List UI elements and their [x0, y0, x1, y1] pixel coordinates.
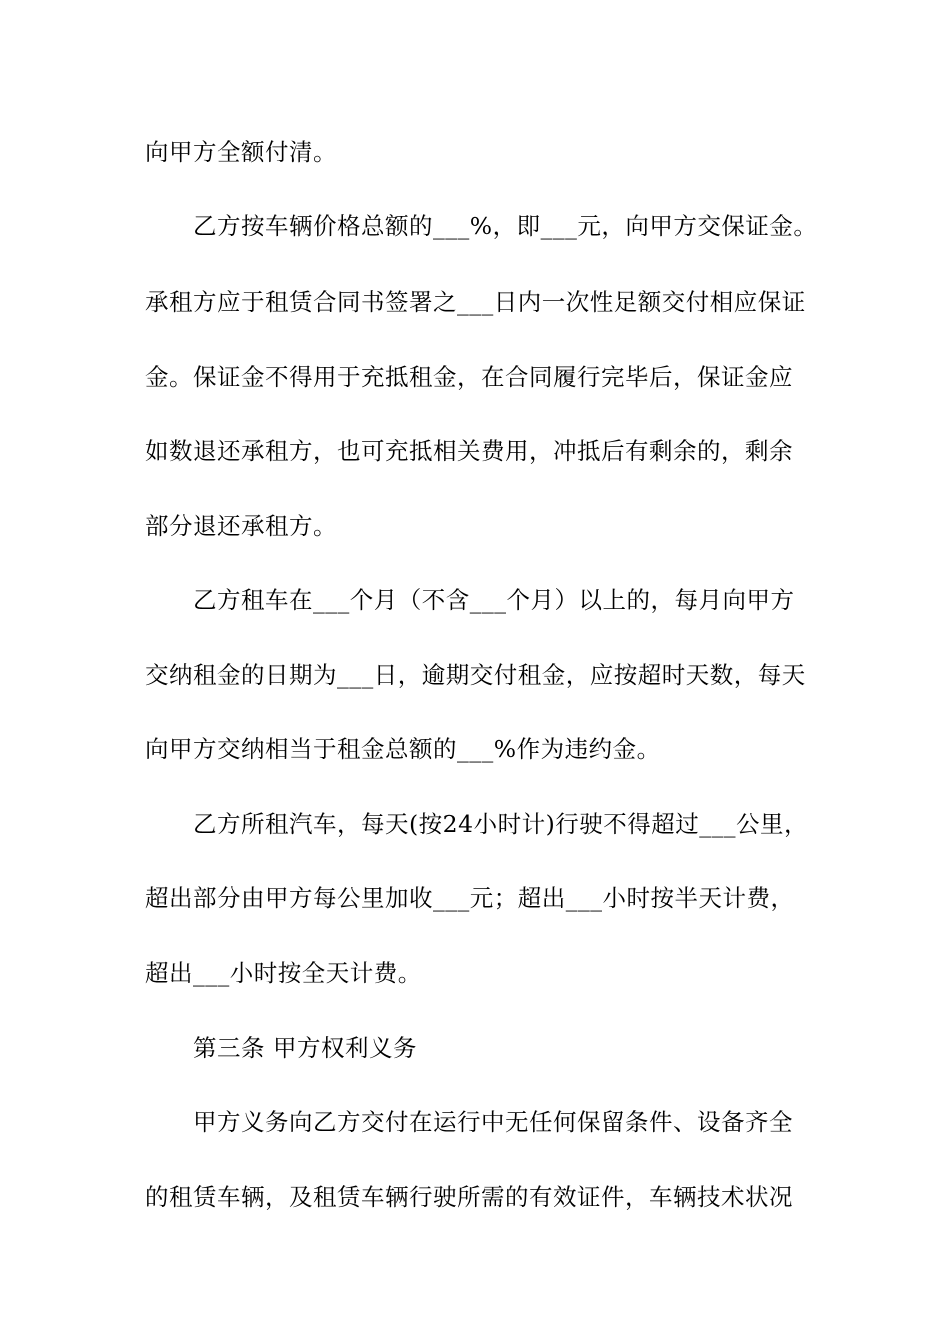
- text-line-14: 甲方义务向乙方交付在运行中无任何保留条件、设备齐全: [193, 1108, 793, 1136]
- text-line-2: 乙方按车辆价格总额的___%，即___元，向甲方交保证金。: [193, 212, 818, 240]
- text-line-10: 乙方所租汽车，每天(按24小时计)行驶不得超过___公里，: [193, 810, 808, 838]
- text-line-3: 承租方应于租赁合同书签署之___日内一次性足额交付相应保证: [145, 288, 806, 316]
- section-heading: 第三条 甲方权利义务: [193, 1034, 417, 1062]
- text-line-7: 乙方租车在___个月（不含___个月）以上的，每月向甲方: [193, 586, 795, 614]
- text-line-12: 超出___小时按全天计费。: [145, 959, 422, 987]
- text-line-1: 向甲方全额付清。: [145, 138, 337, 166]
- text-line-11: 超出部分由甲方每公里加收___元；超出___小时按半天计费，: [145, 884, 795, 912]
- text-line-5: 如数退还承租方，也可充抵相关费用，冲抵后有剩余的，剩余: [145, 437, 793, 465]
- text-line-6: 部分退还承租方。: [145, 512, 337, 540]
- text-line-15: 的租赁车辆，及租赁车辆行驶所需的有效证件，车辆技术状况: [145, 1183, 793, 1211]
- text-line-9: 向甲方交纳相当于租金总额的___%作为违约金。: [145, 735, 661, 763]
- text-line-8: 交纳租金的日期为___日，逾期交付租金，应按超时天数，每天: [145, 661, 806, 689]
- text-line-4: 金。保证金不得用于充抵租金，在合同履行完毕后，保证金应: [145, 363, 793, 391]
